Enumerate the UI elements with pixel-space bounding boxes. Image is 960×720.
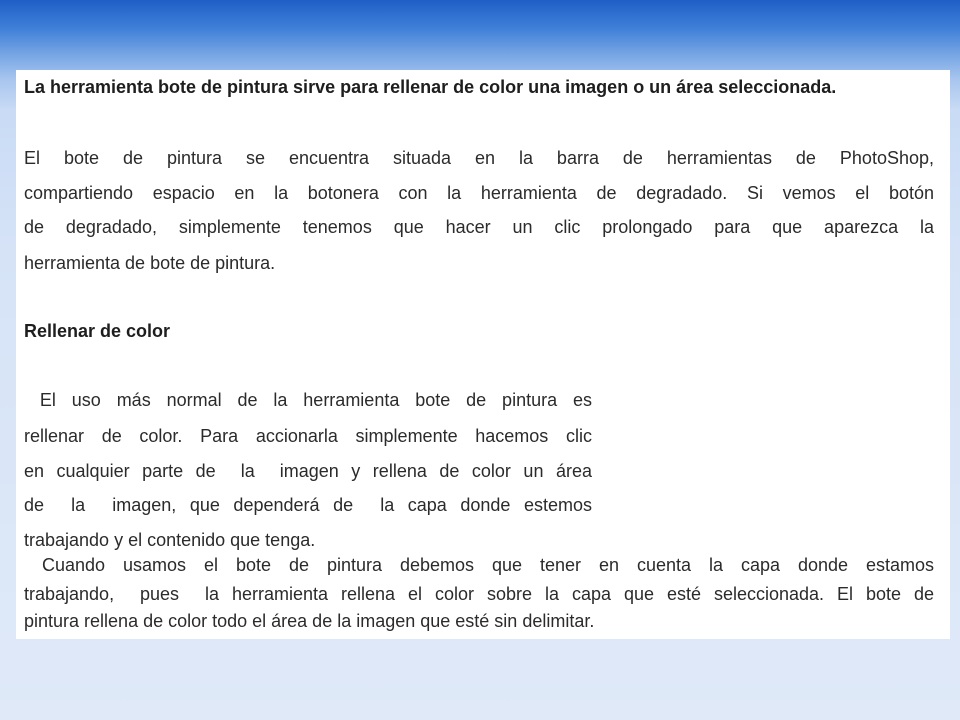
closing-line-1: Cuando usamos el bote de pintura debemos que tener en cuenta la capa donde estamos bbox=[24, 555, 934, 575]
section-line-5: trabajando y el contenido que tenga. bbox=[24, 530, 316, 550]
section-line-3: en cualquier parte de la imagen y rellena de color un área bbox=[24, 461, 592, 481]
intro-line-2: compartiendo espacio en la botonera con la herramienta de degradado. Si vemos el botón bbox=[24, 183, 934, 203]
section-line-1: El uso más normal de la herramienta bote de pintura es bbox=[24, 390, 592, 410]
slide-content-box bbox=[16, 70, 950, 639]
closing-line-3: pintura rellena de color todo el área de la imagen que esté sin delimitar. bbox=[24, 611, 595, 631]
section-title: Rellenar de color bbox=[24, 321, 171, 341]
section-line-4: de la imagen, que dependerá de la capa donde estemos bbox=[24, 495, 592, 515]
intro-line-4: herramienta de bote de pintura. bbox=[24, 253, 276, 273]
document-heading: La herramienta bote de pintura sirve para rellenar de color una imagen o un área seleccionada. bbox=[24, 77, 837, 97]
intro-line-1: El bote de pintura se encuentra situada en la barra de herramientas de PhotoShop, bbox=[24, 148, 934, 168]
closing-line-2: trabajando, pues la herramienta rellena el color sobre la capa que esté seleccionada. El bote de bbox=[24, 584, 934, 604]
section-line-2: rellenar de color. Para accionarla simplemente hacemos clic bbox=[24, 426, 592, 446]
intro-line-3: de degradado, simplemente tenemos que hacer un clic prolongado para que aparezca la bbox=[24, 217, 934, 237]
